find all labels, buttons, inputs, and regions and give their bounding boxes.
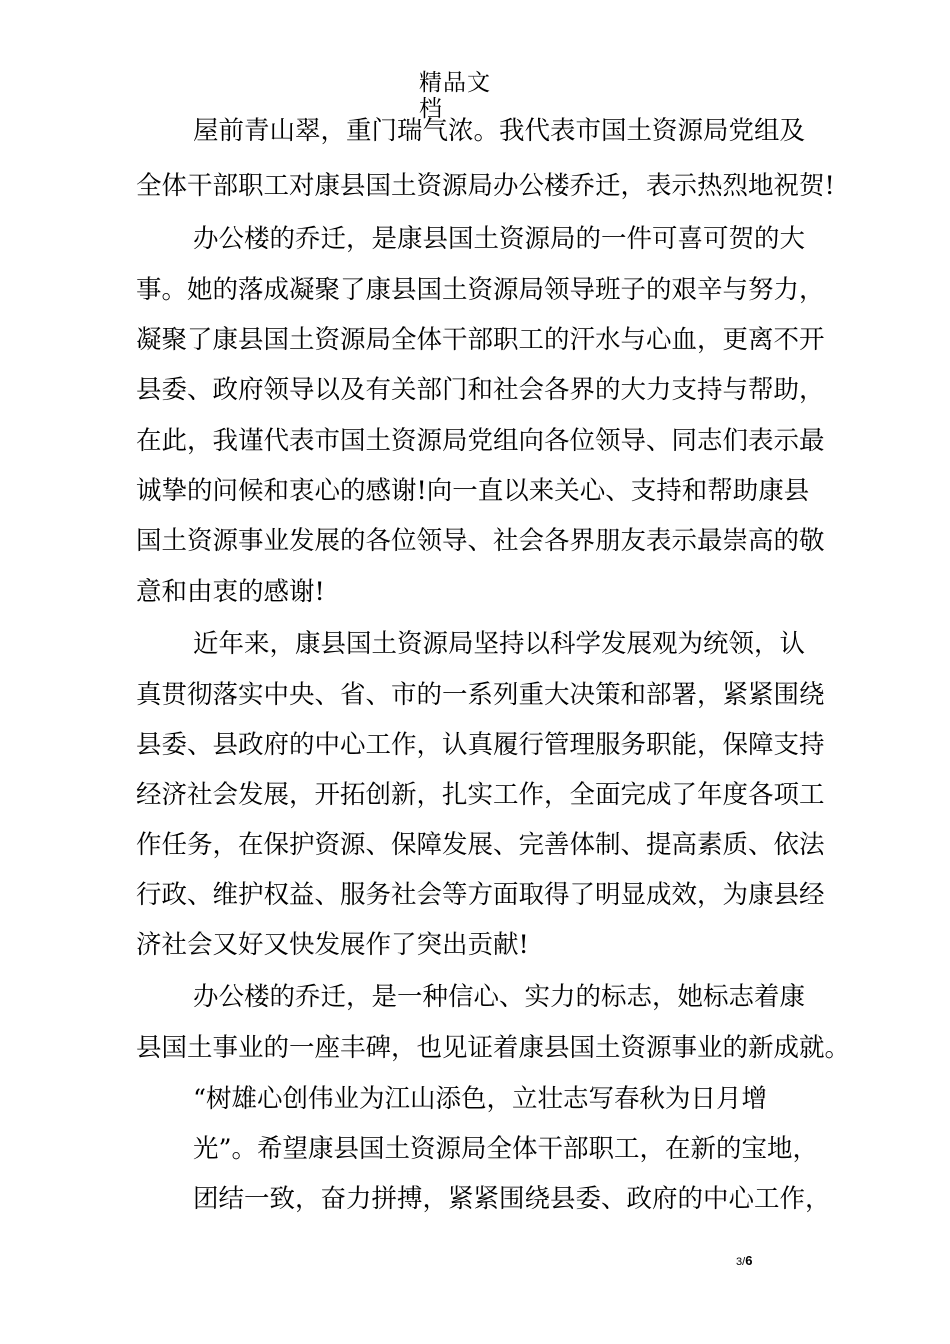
body-line-4: 事。她的落成凝聚了康县国土资源局领导班子的艰辛与努力， [136, 275, 825, 305]
body-line-20: “树雄心创伟业为江山添色，立壮志写春秋为日月增 [193, 1084, 768, 1114]
body-line-1: 屋前青山翠，重门瑞气浓。我代表市国土资源局党组及 [193, 116, 806, 146]
body-line-19: 县国土事业的一座丰碑，也见证着康县国土资源事业的新成就。 [136, 1033, 851, 1063]
body-line-12: 真贯彻落实中央、省、市的一系列重大决策和部署，紧紧围绕 [136, 680, 825, 710]
header-line-1: 精品文 [419, 70, 491, 96]
body-line-5: 凝聚了康县国土资源局全体干部职工的汗水与心血，更离不开 [136, 325, 825, 355]
body-line-6: 县委、政府领导以及有关部门和社会各界的大力支持与帮助， [136, 375, 825, 405]
body-line-11: 近年来，康县国土资源局坚持以科学发展观为统领，认 [193, 629, 806, 659]
body-line-2: 全体干部职工对康县国土资源局办公楼乔迁，表示热烈地祝贺! [136, 171, 835, 201]
header-line-2: 档 [419, 96, 443, 122]
document-header [419, 70, 509, 122]
page-total: 6 [745, 1253, 753, 1268]
body-line-22: 团结一致，奋力拼搏，紧紧围绕县委、政府的中心工作， [193, 1184, 831, 1214]
body-line-18: 办公楼的乔迁，是一种信心、实力的标志，她标志着康 [193, 982, 806, 1012]
body-line-14: 经济社会发展，开拓创新，扎实工作，全面完成了年度各项工 [136, 780, 825, 810]
page-current: 3/ [736, 1256, 746, 1268]
body-line-16: 行政、维护权益、服务社会等方面取得了明显成效，为康县经 [136, 880, 825, 910]
page-number [736, 1254, 752, 1269]
body-line-7: 在此，我谨代表市国土资源局党组向各位领导、同志们表示最 [136, 426, 825, 456]
body-line-21: 光”。希望康县国土资源局全体干部职工，在新的宝地， [193, 1134, 819, 1164]
body-line-3: 办公楼的乔迁，是康县国土资源局的一件可喜可贺的大 [193, 224, 806, 254]
body-line-15: 作任务，在保护资源、保障发展、完善体制、提高素质、依法 [136, 830, 825, 860]
body-line-10: 意和由衷的感谢! [136, 577, 325, 607]
body-line-13: 县委、县政府的中心工作，认真履行管理服务职能，保障支持 [136, 730, 825, 760]
body-line-17: 济社会又好又快发展作了突出贡献! [136, 930, 529, 960]
body-line-8: 诚挚的问候和衷心的感谢!向一直以来关心、支持和帮助康县 [136, 476, 810, 506]
body-line-9: 国土资源事业发展的各位领导、社会各界朋友表示最崇高的敬 [136, 526, 825, 556]
